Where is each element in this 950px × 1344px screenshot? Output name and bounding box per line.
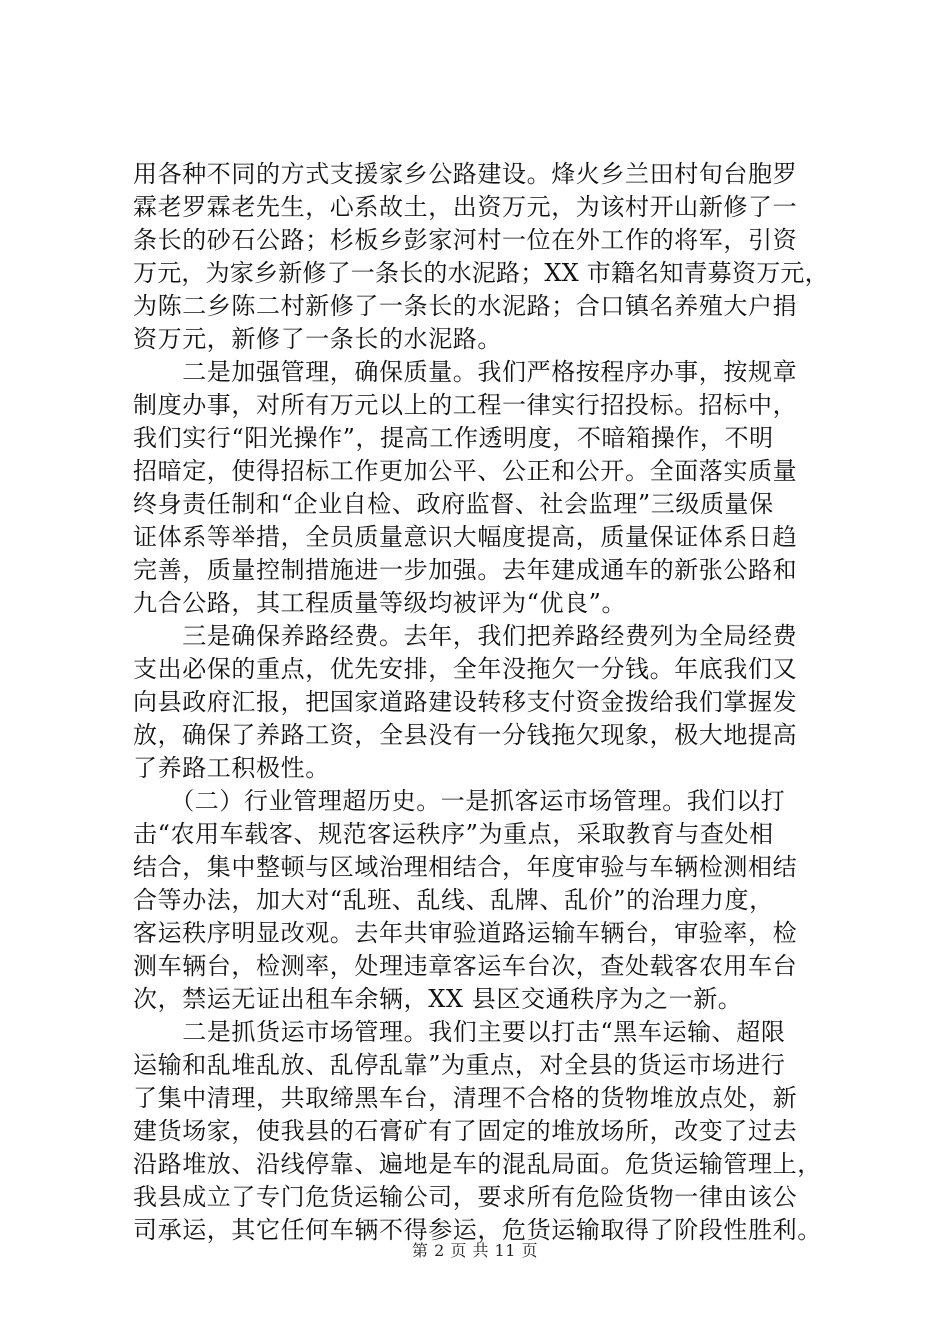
text-line: 了养路工积极性。 [133,754,330,782]
text-line: 放，确保了养路工资，全县没有一分钱拖欠现象，极大地提高 [133,721,798,749]
text-line: 支出必保的重点，优先安排，全年没拖欠一分钱。年底我们又 [133,655,798,683]
text-line: 资万元，新修了一条长的水泥路。 [133,325,502,353]
text-line: 终身责任制和“企业自检、政府监督、社会监理”三级质量保 [133,490,774,518]
text-line: 次，禁运无证出租车余辆，XX 县区交通秩序为之一新。 [133,985,743,1013]
text-line: 二是抓货运市场管理。我们主要以打击“黑车运输、超限 [133,1018,786,1046]
text-line: 制度办事，对所有万元以上的工程一律实行招投标。招标中， [133,391,798,419]
text-line: 我们实行“阳光操作”，提高工作透明度，不暗箱操作，不明 [133,424,774,452]
text-line: 建货场家，使我县的石膏矿有了固定的堆放场所，改变了过去 [133,1117,798,1145]
text-line: 九合公路，其工程质量等级均被评为“优良”。 [133,589,627,617]
text-line: 结合，集中整顿与区域治理相结合，年度审验与车辆检测相结 [133,853,798,881]
text-line: 沿路堆放、沿线停靠、遍地是车的混乱局面。危货运输管理上， [133,1150,822,1178]
text-line: 司承运，其它任何车辆不得参运，危货运输取得了阶段性胜利。 [133,1216,822,1244]
text-line: 条长的砂石公路；杉板乡彭家河村一位在外工作的将军，引资 [133,226,798,254]
text-line: 客运秩序明显改观。去年共审验道路运输车辆台，审验率，检 [133,919,798,947]
text-line: 为陈二乡陈二村新修了一条长的水泥路；合口镇名养殖大户捐 [133,292,798,320]
text-line: 招暗定，使得招标工作更加公平、公正和公开。全面落实质量 [133,457,798,485]
text-line: 合等办法，加大对“乱班、乱线、乱牌、乱价”的治理力度， [133,886,774,914]
text-line: 向县政府汇报，把国家道路建设转移支付资金拨给我们掌握发 [133,688,798,716]
text-line: （二）行业管理超历史。一是抓客运市场管理。我们以打 [133,787,786,815]
text-line: 用各种不同的方式支援家乡公路建设。烽火乡兰田村旬台胞罗 [133,160,798,188]
body-text [133,158,829,1247]
text-line: 霖老罗霖老先生，心系故土，出资万元，为该村开山新修了一 [133,193,798,221]
text-line: 万元，为家乡新修了一条长的水泥路；XX 市籍名知青募资万元， [133,259,829,287]
text-line: 二是加强管理，确保质量。我们严格按程序办事，按规章 [133,358,798,386]
text-line: 三是确保养路经费。去年，我们把养路经费列为全局经费 [133,622,798,650]
page-footer: 第 2 页 共 11 页 [412,1241,538,1260]
text-line: 完善，质量控制措施进一步加强。去年建成通车的新张公路和 [133,556,798,584]
text-line: 运输和乱堆乱放、乱停乱靠”为重点，对全县的货运市场进行 [133,1051,786,1079]
text-line: 我县成立了专门危货运输公司，要求所有危险货物一律由该公 [133,1183,798,1211]
text-line: 了集中清理，共取缔黑车台，清理不合格的货物堆放点处，新 [133,1084,798,1112]
text-line: 击“农用车载客、规范客运秩序”为重点，采取教育与查处相 [133,820,774,848]
text-line: 证体系等举措，全员质量意识大幅度提高，质量保证体系日趋 [133,523,798,551]
text-line: 测车辆台，检测率，处理违章客运车台次，查处载客农用车台 [133,952,798,980]
